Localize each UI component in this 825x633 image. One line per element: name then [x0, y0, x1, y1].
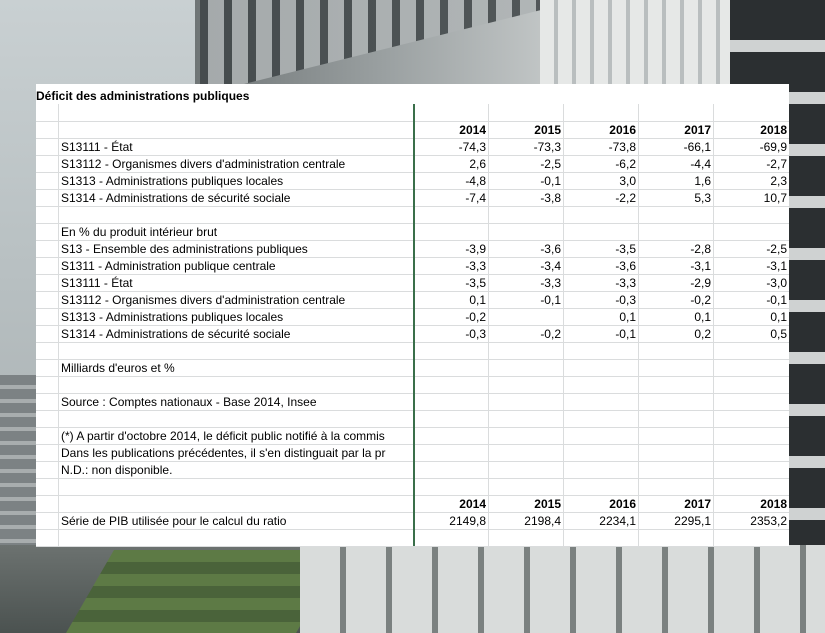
value-cell[interactable]: -69,9: [759, 140, 787, 154]
table-cell[interactable]: [36, 512, 59, 529]
value-cell[interactable]: -3,5: [564, 240, 639, 257]
building-upper-right: [540, 0, 730, 90]
value-cell[interactable]: [564, 427, 639, 444]
row-label-cell[interactable]: S1313 - Administrations publiques locales: [59, 172, 414, 189]
value-cell[interactable]: 2353,2: [750, 514, 787, 528]
value-cell[interactable]: -3,9: [414, 240, 489, 257]
value-cell[interactable]: [414, 393, 489, 410]
value-cell[interactable]: [564, 359, 639, 376]
value-cell[interactable]: -0,3: [564, 291, 639, 308]
row-label-cell[interactable]: [59, 495, 414, 512]
value-cell[interactable]: -2,9: [639, 274, 714, 291]
value-cell[interactable]: [714, 342, 789, 359]
value-cell[interactable]: -2,7: [766, 157, 787, 171]
value-cell[interactable]: 0,1: [414, 291, 489, 308]
row-label-cell[interactable]: (*) A partir d'octobre 2014, le déficit public notifié à la commis: [59, 427, 414, 444]
value-cell[interactable]: [714, 478, 789, 495]
table-cell[interactable]: [36, 393, 59, 410]
value-cell[interactable]: 2295,1: [639, 512, 714, 529]
row-label-cell[interactable]: [59, 410, 414, 427]
value-cell[interactable]: -4,8: [414, 172, 489, 189]
value-cell[interactable]: [714, 461, 789, 478]
value-cell[interactable]: -3,4: [489, 257, 564, 274]
value-cell[interactable]: [489, 206, 564, 223]
value-cell[interactable]: 10,7: [763, 191, 787, 205]
value-cell[interactable]: 0,1: [564, 308, 639, 325]
value-cell[interactable]: -6,2: [564, 155, 639, 172]
value-cell[interactable]: 0,1: [770, 310, 787, 324]
value-cell[interactable]: [414, 461, 489, 478]
value-cell[interactable]: -0,1: [564, 325, 639, 342]
row-label-cell[interactable]: S1314 - Administrations de sécurité sociale: [59, 189, 414, 206]
value-cell[interactable]: 2234,1: [564, 512, 639, 529]
sheet-title: Déficit des administrations publiques: [36, 89, 250, 103]
table-cell[interactable]: [36, 223, 59, 240]
value-cell[interactable]: 2016: [564, 121, 639, 138]
value-cell[interactable]: [639, 206, 714, 223]
row-label-cell[interactable]: S1311 - Administration publique centrale: [59, 257, 414, 274]
row-label-cell[interactable]: Série de PIB utilisée pour le calcul du ratio: [59, 512, 414, 529]
value-cell[interactable]: [564, 393, 639, 410]
value-cell[interactable]: -0,2: [639, 291, 714, 308]
value-cell[interactable]: [414, 104, 489, 121]
value-cell[interactable]: [564, 223, 639, 240]
value-cell[interactable]: [714, 223, 789, 240]
value-cell[interactable]: 5,3: [639, 189, 714, 206]
value-cell[interactable]: 2017: [639, 495, 714, 512]
value-cell[interactable]: [414, 376, 489, 393]
value-cell[interactable]: [414, 444, 489, 461]
value-cell[interactable]: [714, 206, 789, 223]
value-cell[interactable]: 2016: [564, 495, 639, 512]
spreadsheet: [36, 84, 789, 546]
value-cell[interactable]: -0,1: [766, 293, 787, 307]
value-cell[interactable]: [564, 461, 639, 478]
value-cell[interactable]: [564, 410, 639, 427]
value-cell[interactable]: [639, 376, 714, 393]
value-cell[interactable]: [414, 529, 489, 546]
row-label-cell[interactable]: En % du produit intérieur brut: [59, 223, 414, 240]
value-cell[interactable]: [564, 376, 639, 393]
row-label-cell[interactable]: S13112 - Organismes divers d'administration centrale: [59, 291, 414, 308]
value-cell[interactable]: -0,1: [489, 172, 564, 189]
row-label-cell[interactable]: N.D.: non disponible.: [59, 461, 414, 478]
value-cell[interactable]: -2,2: [564, 189, 639, 206]
value-cell[interactable]: -2,5: [766, 242, 787, 256]
freeze-pane-line: [413, 104, 415, 546]
value-cell[interactable]: -3,3: [564, 274, 639, 291]
value-cell[interactable]: [714, 529, 789, 546]
value-cell[interactable]: 2018: [760, 123, 787, 137]
table-cell[interactable]: [36, 444, 59, 461]
value-cell[interactable]: 1,6: [639, 172, 714, 189]
row-label-cell[interactable]: [59, 104, 414, 121]
table-cell[interactable]: [36, 308, 59, 325]
value-cell[interactable]: [714, 444, 789, 461]
table-cell[interactable]: [36, 478, 59, 495]
value-cell[interactable]: 2,3: [770, 174, 787, 188]
value-cell[interactable]: [564, 104, 639, 121]
value-cell[interactable]: [564, 444, 639, 461]
row-label-cell[interactable]: Source : Comptes nationaux - Base 2014, Insee: [59, 393, 414, 410]
value-cell[interactable]: -3,5: [414, 274, 489, 291]
value-cell[interactable]: 3,0: [564, 172, 639, 189]
value-cell[interactable]: 2017: [639, 121, 714, 138]
value-cell[interactable]: -0,2: [414, 308, 489, 325]
table-cell[interactable]: [36, 427, 59, 444]
value-cell[interactable]: [489, 393, 564, 410]
value-cell[interactable]: [489, 478, 564, 495]
table-cell[interactable]: [36, 172, 59, 189]
table-cell[interactable]: [36, 274, 59, 291]
value-cell[interactable]: 2014: [414, 495, 489, 512]
value-cell[interactable]: [564, 206, 639, 223]
value-cell[interactable]: [639, 104, 714, 121]
row-label-cell[interactable]: S13111 - État: [59, 138, 414, 155]
table-cell[interactable]: [36, 359, 59, 376]
row-label-cell[interactable]: S13112 - Organismes divers d'administration centrale: [59, 155, 414, 172]
row-label-cell[interactable]: S13111 - État: [59, 274, 414, 291]
table-cell[interactable]: [36, 410, 59, 427]
value-cell[interactable]: [489, 223, 564, 240]
value-cell[interactable]: 2,6: [414, 155, 489, 172]
value-cell[interactable]: [489, 376, 564, 393]
table-cell[interactable]: [36, 189, 59, 206]
value-cell[interactable]: [639, 393, 714, 410]
row-label-cell[interactable]: S1313 - Administrations publiques locales: [59, 308, 414, 325]
row-label-cell[interactable]: Dans les publications précédentes, il s'en distinguait par la pr: [59, 444, 414, 461]
table-cell[interactable]: [36, 342, 59, 359]
value-cell[interactable]: [639, 461, 714, 478]
value-cell[interactable]: [489, 427, 564, 444]
value-cell[interactable]: 0,1: [639, 308, 714, 325]
table-cell[interactable]: [36, 104, 59, 121]
value-cell[interactable]: [489, 529, 564, 546]
row-label-cell[interactable]: [59, 376, 414, 393]
value-cell[interactable]: -0,3: [414, 325, 489, 342]
value-cell[interactable]: [564, 529, 639, 546]
value-cell[interactable]: -3,1: [766, 259, 787, 273]
table-cell[interactable]: [36, 529, 59, 546]
value-cell[interactable]: [414, 342, 489, 359]
row-label-cell[interactable]: [59, 342, 414, 359]
table-cell[interactable]: [36, 495, 59, 512]
value-cell[interactable]: [714, 410, 789, 427]
value-cell[interactable]: [414, 359, 489, 376]
value-cell[interactable]: [639, 478, 714, 495]
building-base: [300, 545, 825, 633]
value-cell[interactable]: 0,5: [770, 327, 787, 341]
value-cell[interactable]: [414, 206, 489, 223]
value-cell[interactable]: [489, 308, 564, 325]
value-cell[interactable]: [414, 478, 489, 495]
row-label-cell[interactable]: Milliards d'euros et %: [59, 359, 414, 376]
value-cell[interactable]: 2015: [489, 121, 564, 138]
value-cell[interactable]: 2149,8: [414, 512, 489, 529]
table-cell[interactable]: [36, 121, 59, 138]
value-cell[interactable]: -2,5: [489, 155, 564, 172]
table-cell[interactable]: [36, 325, 59, 342]
table-cell[interactable]: [36, 240, 59, 257]
table-cell[interactable]: [36, 257, 59, 274]
value-cell[interactable]: -3,6: [564, 257, 639, 274]
table-cell[interactable]: [36, 155, 59, 172]
value-cell[interactable]: [489, 444, 564, 461]
value-cell[interactable]: [714, 393, 789, 410]
table-cell[interactable]: [36, 206, 59, 223]
value-cell[interactable]: 2198,4: [489, 512, 564, 529]
value-cell[interactable]: [639, 529, 714, 546]
value-cell[interactable]: [714, 359, 789, 376]
value-cell[interactable]: [714, 104, 789, 121]
value-cell[interactable]: 2014: [414, 121, 489, 138]
value-cell[interactable]: [639, 342, 714, 359]
value-cell[interactable]: [639, 410, 714, 427]
value-cell[interactable]: -3,3: [489, 274, 564, 291]
table-cell[interactable]: [36, 461, 59, 478]
value-cell[interactable]: [414, 223, 489, 240]
value-cell[interactable]: [639, 444, 714, 461]
value-cell[interactable]: [489, 104, 564, 121]
table-cell[interactable]: [36, 376, 59, 393]
table-cell[interactable]: [36, 291, 59, 308]
value-cell[interactable]: [489, 359, 564, 376]
value-cell[interactable]: -4,4: [639, 155, 714, 172]
row-label-cell[interactable]: S1314 - Administrations de sécurité sociale: [59, 325, 414, 342]
value-cell[interactable]: 2015: [489, 495, 564, 512]
value-cell[interactable]: [639, 359, 714, 376]
value-cell[interactable]: -3,8: [489, 189, 564, 206]
value-cell[interactable]: [414, 427, 489, 444]
value-cell[interactable]: -3,1: [639, 257, 714, 274]
row-label-cell[interactable]: [59, 121, 414, 138]
value-cell[interactable]: -73,8: [564, 138, 639, 155]
value-cell[interactable]: -7,4: [414, 189, 489, 206]
value-cell[interactable]: -2,8: [639, 240, 714, 257]
value-cell[interactable]: [489, 410, 564, 427]
value-cell[interactable]: -74,3: [414, 138, 489, 155]
value-cell[interactable]: [639, 223, 714, 240]
value-cell[interactable]: -3,6: [489, 240, 564, 257]
value-cell[interactable]: [414, 410, 489, 427]
value-cell[interactable]: -0,2: [489, 325, 564, 342]
value-cell[interactable]: [489, 461, 564, 478]
value-cell[interactable]: -73,3: [489, 138, 564, 155]
row-label-cell[interactable]: [59, 478, 414, 495]
row-label-cell[interactable]: [59, 206, 414, 223]
value-cell[interactable]: -3,0: [766, 276, 787, 290]
value-cell[interactable]: -3,3: [414, 257, 489, 274]
value-cell[interactable]: 2018: [760, 497, 787, 511]
value-cell[interactable]: -66,1: [639, 138, 714, 155]
value-cell[interactable]: [639, 427, 714, 444]
value-cell[interactable]: [564, 342, 639, 359]
row-label-cell[interactable]: S13 - Ensemble des administrations publiques: [59, 240, 414, 257]
value-cell[interactable]: 0,2: [639, 325, 714, 342]
table-cell[interactable]: [36, 138, 59, 155]
value-cell[interactable]: [564, 478, 639, 495]
value-cell[interactable]: [714, 427, 789, 444]
value-cell[interactable]: [489, 342, 564, 359]
row-label-cell[interactable]: [59, 529, 414, 546]
value-cell[interactable]: [714, 376, 789, 393]
value-cell[interactable]: -0,1: [489, 291, 564, 308]
